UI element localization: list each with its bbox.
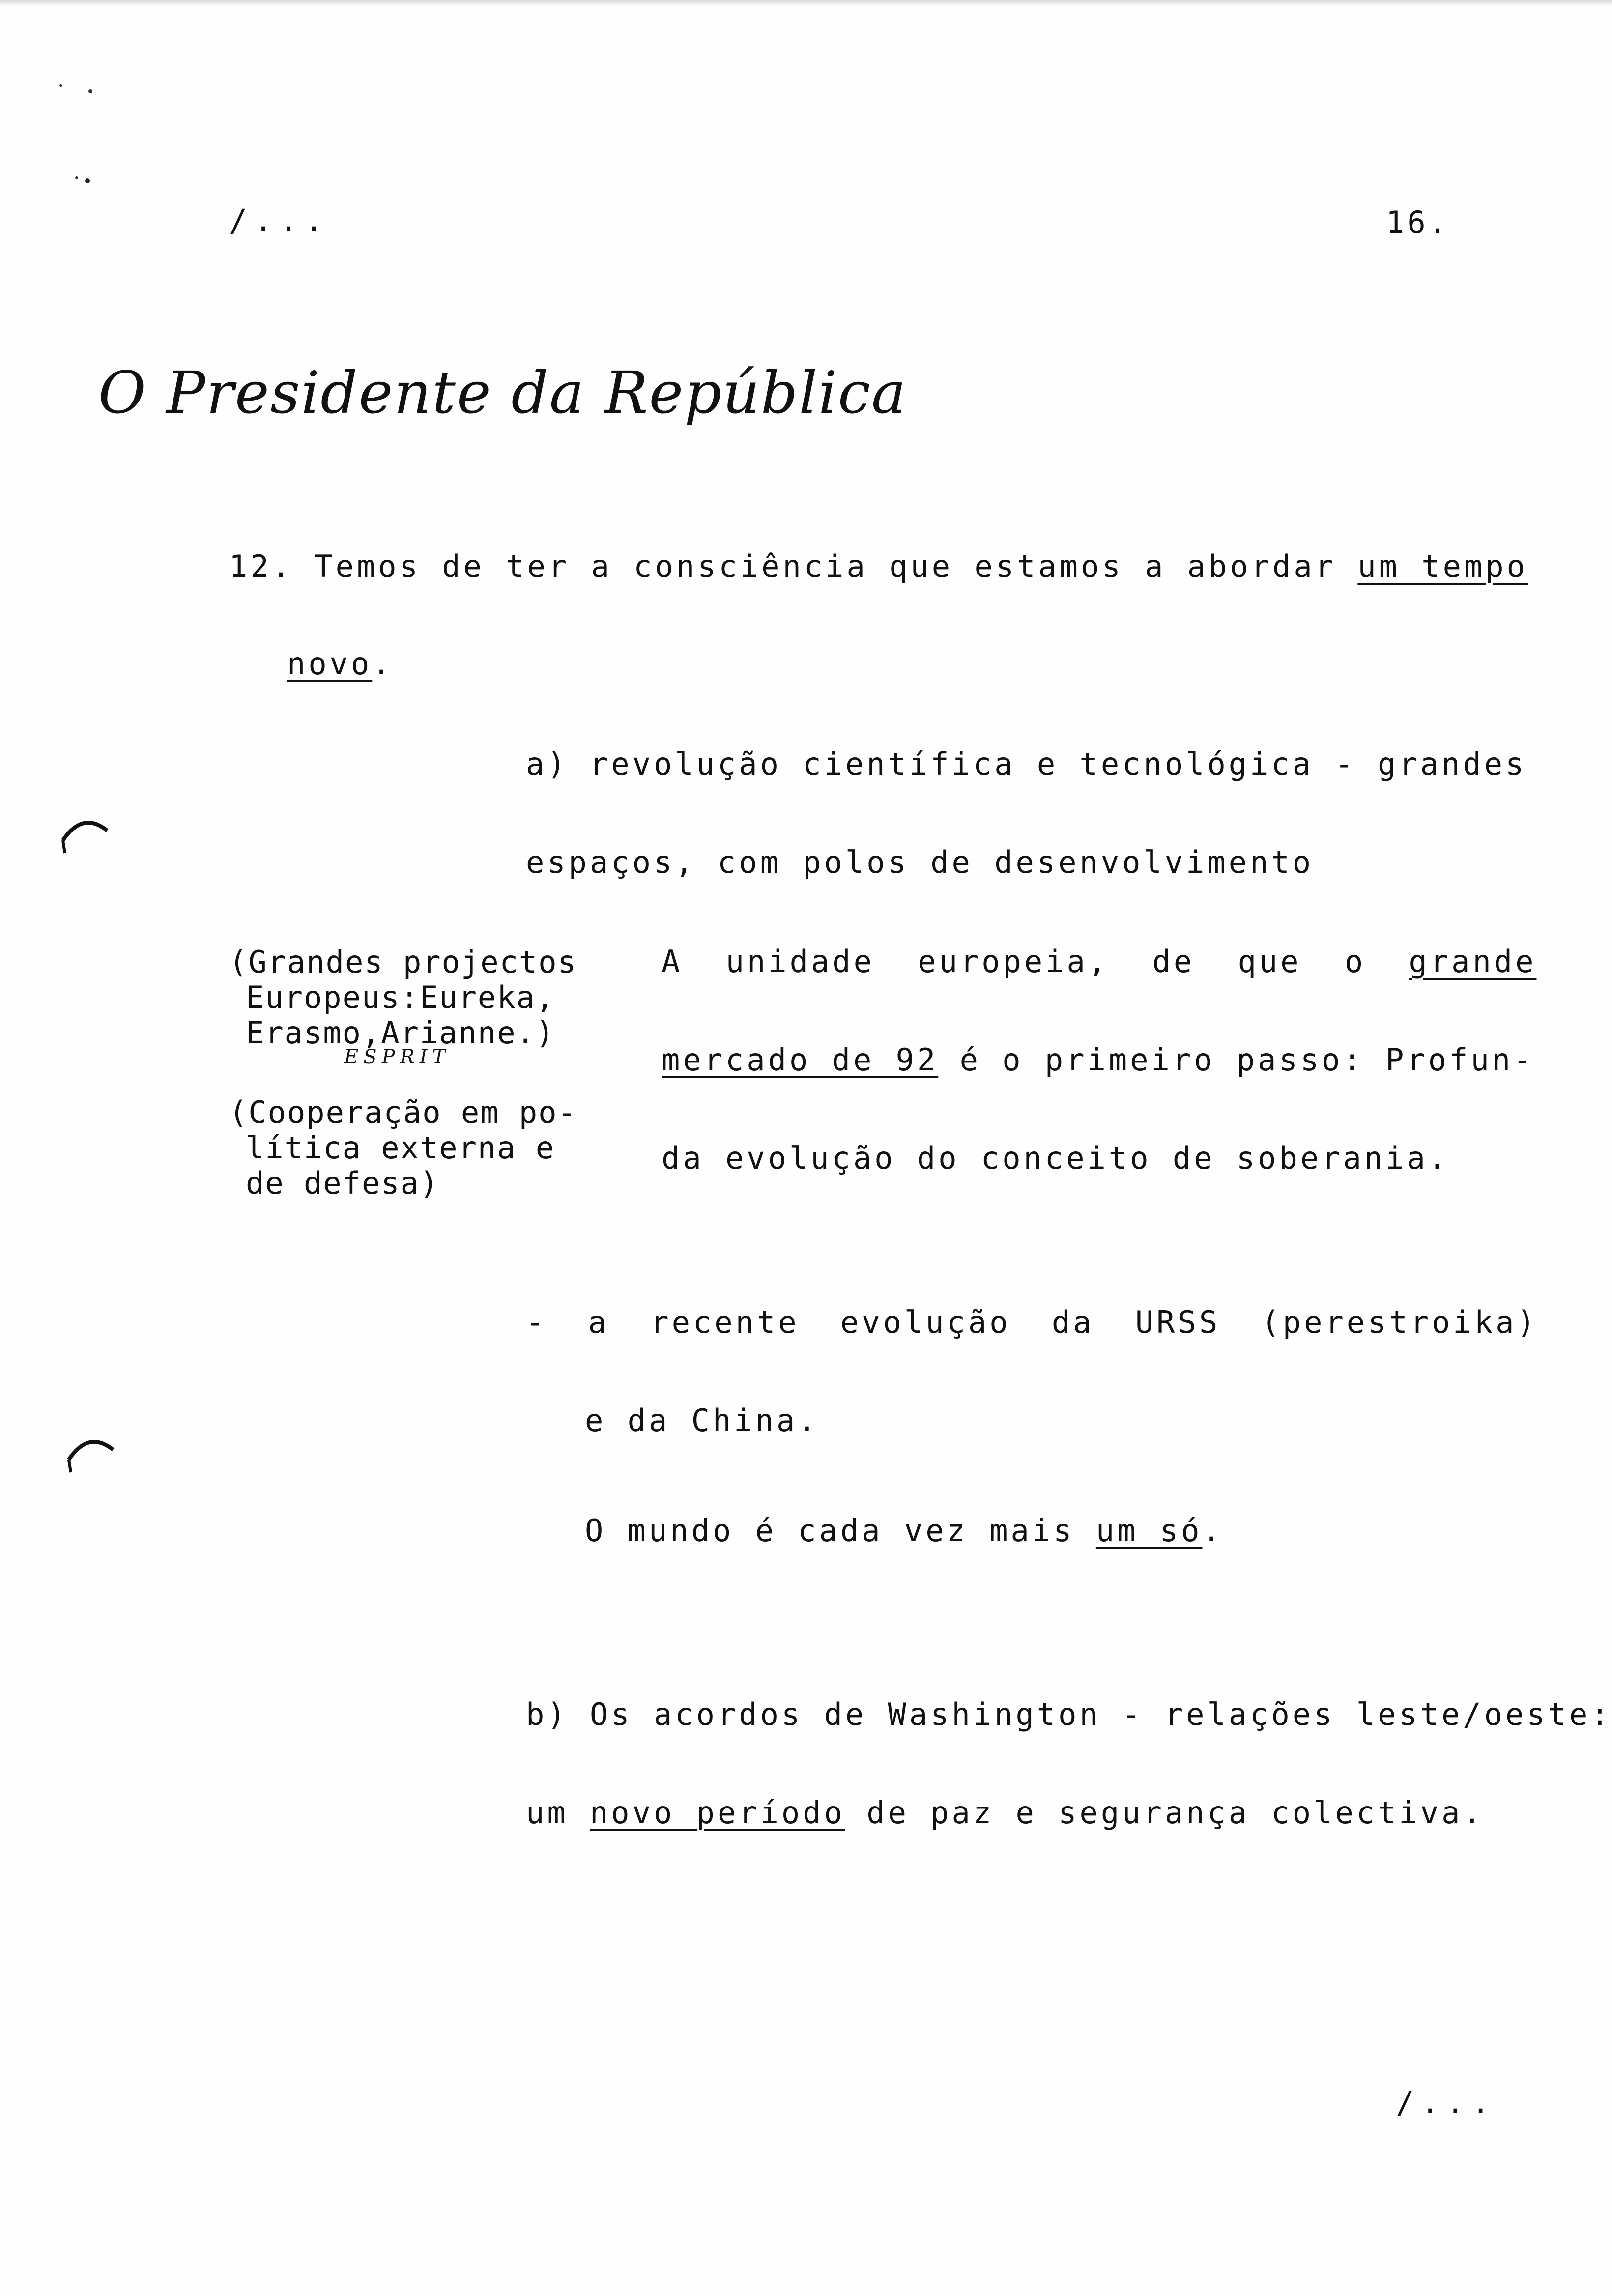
dash-item-line-1: - a recente evolução da URSS (perestroika) — [526, 1304, 1538, 1340]
binder-hole-mark — [58, 811, 112, 860]
continuation-mark-top: /... — [229, 202, 330, 238]
dash-item-line-2: e da China. — [585, 1403, 819, 1438]
item-b-line-1: b) Os acordos de Washington - relações leste/oeste: — [526, 1696, 1612, 1732]
underlined-phrase: um só — [1095, 1513, 1203, 1549]
margin-note-cooperation: (Cooperação em po- lítica externa e de defesa) — [229, 1094, 577, 1201]
unity-line-3: da evolução do conceito de soberania. — [662, 1140, 1450, 1176]
underlined-phrase: um tempo — [1357, 548, 1528, 584]
paragraph-12-line-1: 12. Temos de ter a consciência que estamos a abordar um tempo — [229, 548, 1528, 584]
item-b-line-2: um novo período de paz e segurança colectiva. — [526, 1795, 1484, 1831]
paragraph-12-line-2: novo. — [287, 646, 394, 682]
item-a-line-2: espaços, com polos de desenvolvimento — [526, 844, 1314, 880]
unity-line-1: A unidade europeia, de que o grande — [662, 944, 1537, 979]
continuation-mark-bottom: /... — [1396, 2085, 1497, 2121]
margin-note-projects: (Grandes projectos Europeus:Eureka, Erasmo,Arianne.) — [229, 944, 577, 1051]
letterhead: O Presidente da República — [98, 359, 907, 427]
page-number: 16. — [1386, 204, 1450, 240]
underlined-phrase: novo — [287, 646, 373, 682]
underlined-phrase: grande — [1409, 944, 1537, 979]
underlined-phrase: mercado de 92 — [662, 1042, 939, 1078]
item-a-line-1: a) revolução científica e tecnológica - grandes — [526, 746, 1527, 782]
binder-hole-mark — [64, 1430, 118, 1479]
underlined-phrase: novo período — [589, 1795, 845, 1831]
unity-line-2: mercado de 92 é o primeiro passo: Profun- — [662, 1042, 1535, 1078]
scan-specks — [54, 79, 98, 197]
dash-item-line-3: O mundo é cada vez mais um só. — [585, 1513, 1224, 1549]
handwritten-esprit: ESPRIT — [344, 1046, 451, 1068]
scan-edge — [0, 0, 1612, 6]
